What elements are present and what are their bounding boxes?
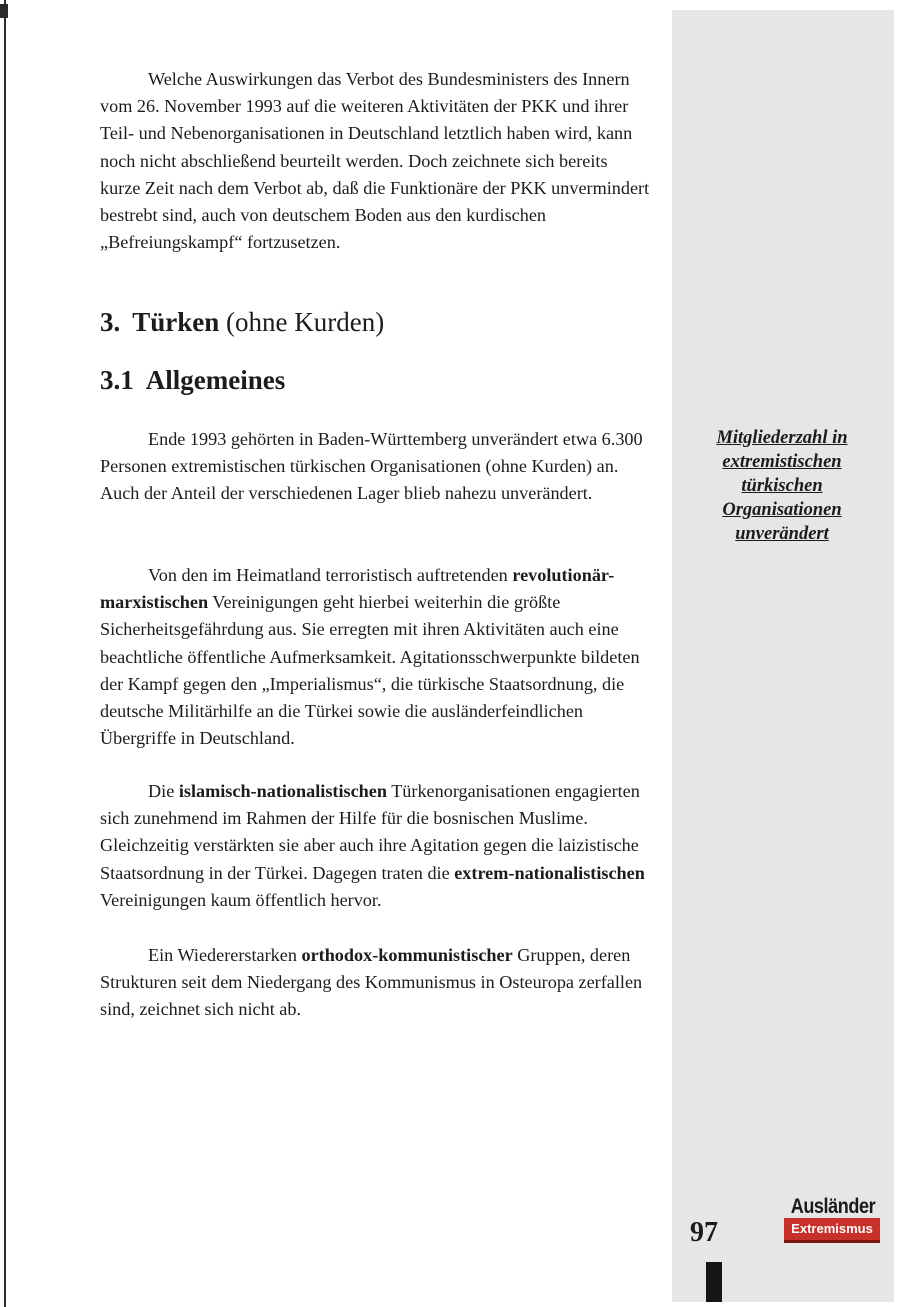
text: Türkenorganisationen engagierten sich zunehmend im Rahmen der Hilfe für die bosnischen Muslime. Gleichzeitig verstärkten sie aber auch ihre Agitation gegen die laizistische Staatsordnung in der Türkei. Dagegen traten die	[100, 781, 640, 883]
badge-title: Ausländer	[790, 1195, 876, 1218]
left-binding-tick	[0, 4, 8, 18]
badge-strip	[784, 1240, 880, 1243]
subsection-title: Allgemeines	[145, 365, 286, 395]
text: Vereinigungen geht hierbei weiterhin die größte Sicherheitsgefährdung aus. Sie erregten mit ihren Aktivitäten auch eine beachtliche öffentliche Aufmerksamkeit. Agitationsschwerpunkte bildeten der Kampf gegen den „Imperialismus“, die türkische Staatsordnung, die deutsche Militärhilfe an die Türkei sowie die ausländerfeindlichen Übergriffe in Deutschland.	[100, 592, 640, 749]
text: Die	[148, 781, 179, 801]
paragraph-orthodox-kommunistisch	[100, 942, 650, 1024]
page-number: 97	[690, 1217, 718, 1248]
subsection-number: 3.1	[100, 365, 134, 395]
emphasis-extrem-nationalistisch: extrem-nationalistischen	[454, 862, 645, 883]
emphasis-orthodox-kommunistisch: orthodox-kommunistischer	[301, 945, 513, 965]
page-marker-bar	[706, 1262, 722, 1302]
section-number: 3.	[100, 307, 121, 337]
badge-subtitle: Extremismus	[784, 1218, 880, 1240]
section-heading	[100, 306, 384, 338]
paragraph-islamisch-nationalistisch	[100, 778, 650, 914]
chapter-badge	[784, 1196, 880, 1243]
emphasis-islamisch-nationalistisch: islamisch-nationalistischen	[178, 781, 387, 801]
margin-column	[672, 10, 894, 1302]
text: Ein Wiedererstarken	[148, 945, 302, 965]
text: Gruppen, deren Strukturen seit dem Niedergang des Kommunismus in Osteuropa zerfallen sind, zeichnet sich nicht ab.	[100, 945, 643, 1020]
section-title-bold: Türken	[132, 307, 220, 337]
emphasis-revolutionaer-marxistisch: revolutionär-marxistischen	[100, 565, 615, 613]
paragraph-revolutionaer-marxistisch	[100, 562, 650, 752]
left-binding-rule	[4, 0, 6, 1307]
text: Vereinigungen kaum öffentlich hervor.	[100, 889, 382, 910]
section-title-rest: (ohne Kurden)	[219, 307, 385, 337]
paragraph-pkk-verbot: Welche Auswirkungen das Verbot des Bundesministers des Innern vom 26. November 1993 auf die weiteren Aktivitäten der PKK und ihrer Teil- und Nebenorganisationen in Deutschland letztlich haben wird, kann noch nicht abschließend beurteilt werden. Doch zeichnete sich bereits kurze Zeit nach dem Verbot ab, daß die Funktionäre der PKK unvermindert bestrebt sind, auch von deutschem Boden aus den kurdischen „Befreiungskampf“ fortzusetzen.	[100, 69, 650, 253]
text: Von den im Heimatland terroristisch auftretenden	[148, 565, 513, 585]
subsection-heading	[100, 364, 285, 396]
paragraph-allgemeines: Ende 1993 gehörten in Baden-Württemberg unverändert etwa 6.300 Personen extremistischen türkischen Organisationen (ohne Kurden) an. Auch der Anteil der verschiedenen Lager blieb nahezu unverändert.	[100, 429, 643, 504]
margin-note: Mitgliederzahl in extremistischen türkischen Organisationen unverändert	[716, 428, 848, 544]
